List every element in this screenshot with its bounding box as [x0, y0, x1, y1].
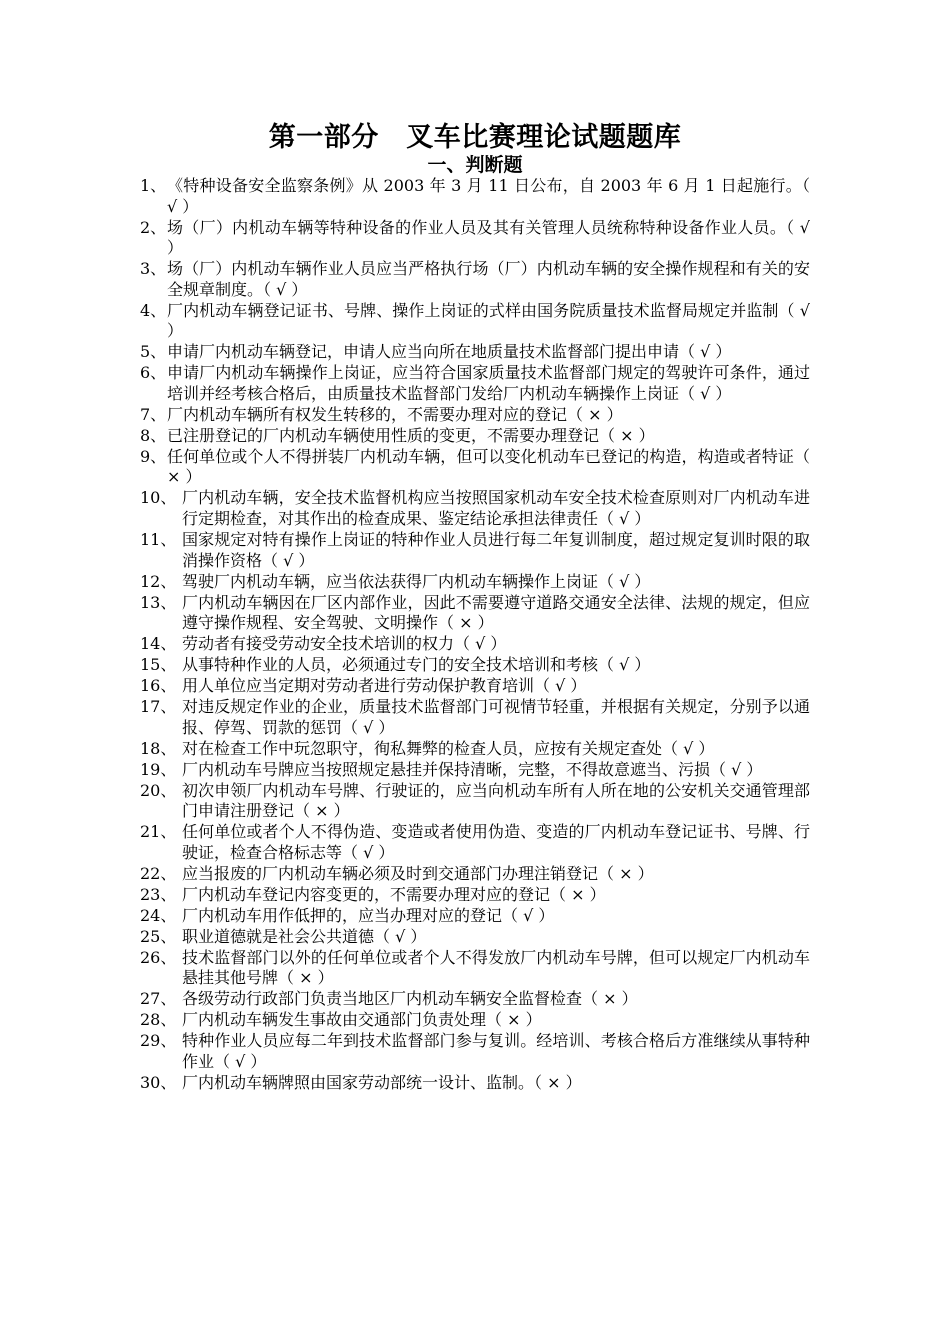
question-number: 10、: [140, 488, 177, 508]
question-text: 厂内机动车辆所有权发生转移的，不需要办理对应的登记（ × ）: [167, 404, 623, 424]
question-number: 26、: [140, 947, 177, 967]
question-text: 国家规定对特有操作上岗证的特种作业人员进行每二年复训制度，超过规定复训时限的取消操作资格（ √ ）: [182, 530, 810, 570]
question-number: 6、: [140, 363, 167, 383]
question-item: [140, 989, 810, 1010]
question-number: 18、: [140, 738, 177, 758]
question-number: 1、: [140, 176, 167, 195]
question-text: 用人单位应当定期对劳动者进行劳动保护教育培训（ √ ）: [182, 676, 587, 696]
question-text: 厂内机动车辆牌照由国家劳动部统一设计、监制。（ × ）: [182, 1072, 582, 1092]
question-number: 29、: [140, 1031, 177, 1051]
question-number: 27、: [140, 989, 177, 1009]
question-item: [140, 906, 810, 927]
question-number: 23、: [140, 884, 177, 904]
question-number: 4、: [140, 300, 167, 320]
question-text: 厂内机动车登记内容变更的，不需要办理对应的登记（ × ）: [182, 884, 606, 904]
question-number: 28、: [140, 1010, 177, 1030]
question-text: 劳动者有接受劳动安全技术培训的权力（ √ ）: [182, 634, 507, 654]
question-text: 已注册登记的厂内机动车辆使用性质的变更，不需要办理登记（ × ）: [167, 425, 655, 445]
question-number: 24、: [140, 905, 177, 925]
question-number: 14、: [140, 634, 177, 654]
question-item: [140, 572, 810, 593]
question-number: 9、: [140, 446, 167, 466]
question-number: 2、: [140, 217, 167, 237]
question-text: 任何单位或个人不得拼装厂内机动车辆，但可以变化机动车已登记的构造，构造或者特证（ × ）: [167, 446, 810, 487]
question-list: [140, 176, 810, 1094]
question-text: 场（厂）内机动车辆作业人员应当严格执行场（厂）内机动车辆的安全操作规程和有关的安全规章制度。（ √ ）: [167, 259, 810, 299]
question-item: [140, 634, 810, 655]
question-number: 30、: [140, 1072, 177, 1092]
question-number: 13、: [140, 592, 177, 612]
question-item: [140, 1031, 810, 1072]
question-number: 7、: [140, 404, 167, 424]
question-item: [140, 948, 810, 989]
question-text: 厂内机动车辆登记证书、号牌、操作上岗证的式样由国务院质量技术监督局规定并监制（ √ ）: [167, 300, 810, 341]
question-number: 11、: [140, 530, 177, 549]
question-number: 19、: [140, 759, 177, 779]
question-item: [140, 301, 810, 342]
question-text: 厂内机动车辆，安全技术监督机构应当按照国家机动车安全技术检查原则对厂内机动车进行定期检查，对其作出的检查成果、鉴定结论承担法律责任（ √ ）: [182, 488, 810, 529]
question-item: [140, 405, 810, 426]
question-text: 厂内机动车用作低押的，应当办理对应的登记（ √ ）: [182, 905, 555, 925]
question-number: 8、: [140, 425, 167, 445]
question-item: [140, 864, 810, 885]
question-number: 15、: [140, 655, 177, 675]
question-item: [140, 655, 810, 676]
question-text: 《特种设备安全监察条例》从 2003 年 3 月 11 日公布，自 2003 年 6 月 1 日起施行。（ √ ）: [167, 176, 810, 216]
question-number: 21、: [140, 822, 177, 842]
question-item: [140, 218, 810, 259]
question-item: [140, 697, 810, 738]
question-text: 技术监督部门以外的任何单位或者个人不得发放厂内机动车号牌，但可以规定厂内机动车悬挂其他号牌（ × ）: [182, 947, 810, 988]
question-item: [140, 1073, 810, 1094]
question-item: [140, 1010, 810, 1031]
question-number: 25、: [140, 926, 177, 946]
question-item: [140, 739, 810, 760]
question-item: [140, 176, 810, 217]
question-item: [140, 676, 810, 697]
question-number: 17、: [140, 697, 177, 717]
question-text: 厂内机动车辆因在厂区内部作业，因此不需要遵守道路交通安全法律、法规的规定，但应遵守操作规程、安全驾驶、文明操作（ × ）: [182, 592, 810, 633]
question-number: 20、: [140, 780, 177, 800]
question-text: 从事特种作业的人员，必须通过专门的安全技术培训和考核（ √ ）: [182, 655, 651, 675]
question-text: 申请厂内机动车辆操作上岗证，应当符合国家质量技术监督部门规定的驾驶许可条件，通过培训并经考核合格后，由质量技术监督部门发给厂内机动车辆操作上岗证（ √ ）: [167, 363, 810, 403]
question-item: [140, 363, 810, 404]
question-item: [140, 927, 810, 948]
question-text: 对违反规定作业的企业，质量技术监督部门可视情节轻重，并根据有关规定，分别予以通报、停驾、罚款的惩罚（ √ ）: [182, 697, 810, 737]
question-text: 厂内机动车辆发生事故由交通部门负责处理（ × ）: [182, 1010, 542, 1030]
question-text: 初次申领厂内机动车号牌、行驶证的，应当向机动车所有人所在地的公安机关交通管理部门申请注册登记（ × ）: [182, 780, 810, 821]
question-number: 22、: [140, 863, 177, 883]
question-text: 各级劳动行政部门负责当地区厂内机动车辆安全监督检查（ × ）: [182, 989, 638, 1009]
question-number: 3、: [140, 259, 167, 279]
question-item: [140, 760, 810, 781]
question-item: [140, 885, 810, 906]
question-number: 12、: [140, 571, 177, 591]
question-text: 任何单位或者个人不得伪造、变造或者使用伪造、变造的厂内机动车登记证书、号牌、行驶证，检查合格标志等（ √ ）: [182, 822, 810, 862]
question-text: 对在检查工作中玩忽职守，徇私舞弊的检查人员，应按有关规定查处（ √ ）: [182, 738, 715, 758]
question-text: 职业道德就是社会公共道德（ √ ）: [182, 926, 427, 946]
question-item: [140, 593, 810, 634]
page-title: 第一部分 叉车比赛理论试题题库: [268, 122, 682, 153]
question-text: 场（厂）内机动车辆等特种设备的作业人员及其有关管理人员统称特种设备作业人员。（ √ ）: [167, 217, 810, 258]
question-item: [140, 781, 810, 822]
question-text: 应当报废的厂内机动车辆必须及时到交通部门办理注销登记（ × ）: [182, 863, 654, 883]
question-item: [140, 447, 810, 488]
question-text: 驾驶厂内机动车辆，应当依法获得厂内机动车辆操作上岗证（ √ ）: [182, 571, 651, 591]
question-number: 16、: [140, 676, 177, 696]
question-number: 5、: [140, 342, 167, 362]
question-item: [140, 342, 810, 363]
question-item: [140, 488, 810, 529]
question-text: 申请厂内机动车辆登记，申请人应当向所在地质量技术监督部门提出申请（ √ ）: [167, 342, 732, 362]
question-item: [140, 426, 810, 447]
question-item: [140, 530, 810, 571]
section-heading: 一、判断题: [427, 154, 523, 176]
question-item: [140, 259, 810, 300]
question-text: 特种作业人员应每二年到技术监督部门参与复训。经培训、考核合格后方准继续从事特种作业（ √ ）: [182, 1031, 810, 1071]
question-item: [140, 822, 810, 863]
question-text: 厂内机动车号牌应当按照规定悬挂并保持清晰，完整，不得故意遮当、污损（ √ ）: [182, 759, 763, 779]
